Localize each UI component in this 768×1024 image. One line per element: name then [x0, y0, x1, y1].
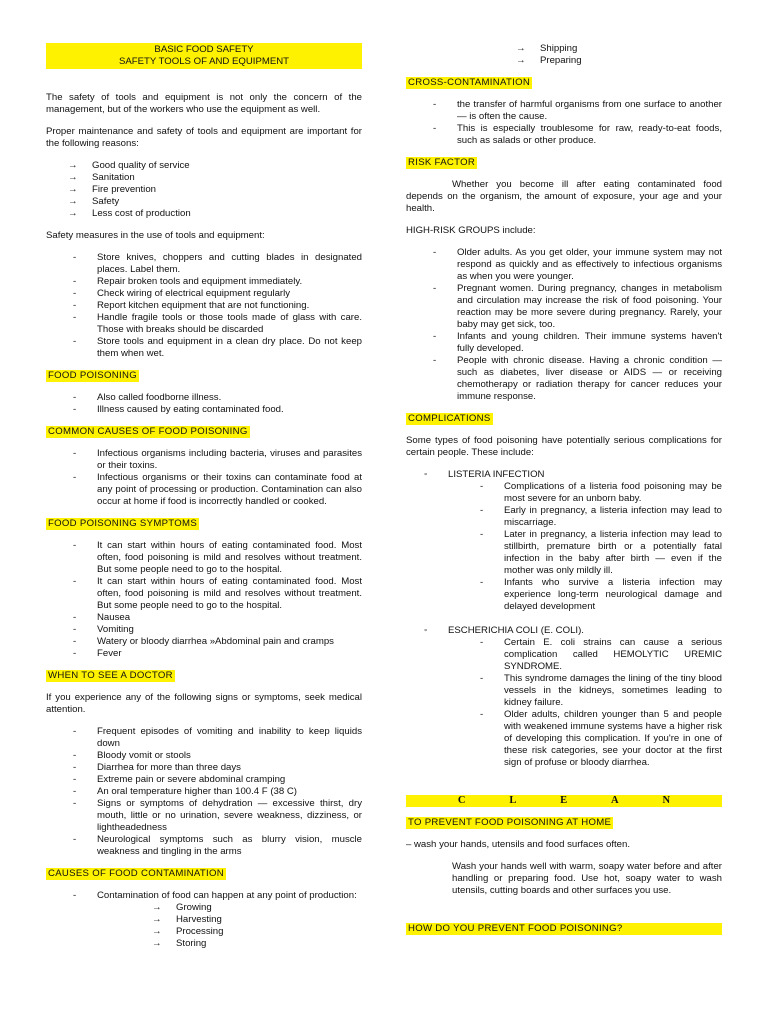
list-item: - Store knives, choppers and cutting blades in designated places. Label them.	[46, 252, 362, 276]
list-item: - Certain E. coli strains can cause a serious complication called HEMOLYTIC UREMIC SYNDROME.	[453, 637, 722, 673]
list-item: - Frequent episodes of vomiting and inability to keep liquids down	[46, 726, 362, 750]
list-item: - Infants and young children. Their immune systems haven't fully developed.	[406, 331, 722, 355]
list-item: → Sanitation	[46, 172, 362, 184]
list-item: - Repair broken tools and equipment immediately.	[46, 276, 362, 288]
list-item: - This is especially troublesome for raw, ready-to-eat foods, such as salads or other produce.	[406, 123, 722, 147]
list-item: - Handle fragile tools or those tools made of glass with care. Those with breaks should be discarded	[46, 312, 362, 336]
symptoms-heading: FOOD POISONING SYMPTOMS	[48, 518, 198, 529]
complications-intro: Some types of food poisoning have potentially serious complications for certain people. These include:	[406, 435, 722, 458]
list-item: - Check wiring of electrical equipment regularly	[46, 288, 362, 300]
complications-heading: COMPLICATIONS	[408, 413, 491, 424]
list-item: → Good quality of service	[46, 160, 362, 172]
list-item: - Bloody vomit or stools	[46, 750, 362, 762]
clean-letter: E	[560, 795, 568, 806]
cross-contamination-list	[406, 99, 722, 147]
list-item: - An oral temperature higher than 100.4 F (38 C)	[46, 786, 362, 798]
list-item: - the transfer of harmful organisms from one surface to another — is often the cause.	[406, 99, 722, 123]
ecoli-list	[406, 637, 722, 769]
list-item: → Growing	[130, 902, 362, 914]
production-stages-list	[46, 902, 362, 950]
list-item: - Nausea	[46, 612, 362, 624]
high-risk-groups-heading: HIGH-RISK GROUPS include:	[406, 225, 536, 236]
list-item: - Extreme pain or severe abdominal cramping	[46, 774, 362, 786]
list-item: → Safety	[46, 196, 362, 208]
list-item: - Older adults. As you get older, your immune system may not respond as quickly and as effectively to infectious organisms as when you were younger.	[406, 247, 722, 283]
list-item: → Processing	[130, 926, 362, 938]
list-item: - Store tools and equipment in a clean dry place. Do not keep them when wet.	[46, 336, 362, 360]
list-item: → Storing	[130, 938, 362, 950]
list-item: - Contamination of food can happen at any point of production:	[46, 890, 362, 902]
list-item: - Pregnant women. During pregnancy, changes in metabolism and circulation may increase the risk of food poisoning. Your reaction may be more severe during pregnancy. Rarely, your baby may get sick, too.	[406, 283, 722, 331]
food-poisoning-list	[46, 392, 362, 416]
list-item: → Shipping	[494, 43, 722, 55]
list-item: - It can start within hours of eating contaminated food. Most often, food poisoning is mild and resolves without treatment. But some people need to go to the hospital.	[46, 576, 362, 612]
list-item: - People with chronic disease. Having a chronic condition — such as diabetes, liver disease or AIDS — or receiving chemotherapy or radiation therapy for cancer reduces your immune response.	[406, 355, 722, 403]
clean-banner	[406, 795, 722, 807]
list-item: - Also called foodborne illness.	[46, 392, 362, 404]
list-item: - Later in pregnancy, a listeria infection may lead to stillbirth, premature birth or a potentially fatal infection in the baby after birth — even if the mother was only mildly ill.	[453, 529, 722, 577]
left-column	[46, 0, 362, 950]
list-item: - Infectious organisms including bacteria, viruses and parasites or their toxins.	[46, 448, 362, 472]
risk-factor-heading: RISK FACTOR	[408, 157, 476, 168]
production-stages-continued	[406, 43, 722, 67]
safety-measures-list	[46, 252, 362, 360]
risk-factor-text: Whether you become ill after eating contaminated food depends on the organism, the amount of exposure, your age and your health.	[406, 179, 722, 214]
list-item: - Older adults, children younger than 5 and people with weakened immune systems have a higher risk of developing this complication. If you're in one of these risk categories, see your doctor at the first sign of profuse or bloody diarrhea.	[453, 709, 722, 769]
list-item: - Infectious organisms or their toxins can contaminate food at any point of processing or production. Contamination can also occur at home if food is incorrectly handled or cooked.	[46, 472, 362, 508]
safety-measures-heading: Safety measures in the use of tools and equipment:	[46, 230, 265, 241]
prevent-heading: HOW DO YOU PREVENT FOOD POISONING?	[406, 923, 722, 935]
common-causes-list	[46, 448, 362, 508]
common-causes-heading: COMMON CAUSES OF FOOD POISONING	[48, 426, 248, 437]
see-doctor-heading: WHEN TO SEE A DOCTOR	[48, 670, 173, 681]
listeria-section	[406, 469, 722, 481]
list-item: - This syndrome damages the lining of the tiny blood vessels in the kidneys, sometimes leading to kidney failure.	[453, 673, 722, 709]
list-item: - Signs or symptoms of dehydration — excessive thirst, dry mouth, little or no urination, severe weakness, dizziness, or lightheadedness	[46, 798, 362, 834]
see-doctor-list	[46, 726, 362, 858]
ecoli-title: ◦ ESCHERICHIA COLI (E. COLI).	[406, 625, 722, 637]
listeria-title: ◦ LISTERIA INFECTION	[406, 469, 722, 481]
list-item: - Complications of a listeria food poisoning may be most severe for an unborn baby.	[453, 481, 722, 505]
clean-letter: C	[457, 795, 466, 806]
list-item: - It can start within hours of eating contaminated food. Most often, food poisoning is mild and resolves without treatment. But some people need to go to the hospital.	[46, 540, 362, 576]
intro-paragraph-1: The safety of tools and equipment is not only the concern of the management, but of the workers who use the equipment as well.	[46, 92, 362, 115]
list-item: - Neurological symptoms such as blurry vision, muscle weakness and tingling in the arms	[46, 834, 362, 858]
list-item: - Watery or bloody diarrhea »Abdominal pain and cramps	[46, 636, 362, 648]
cross-contamination-heading: CROSS-CONTAMINATION	[408, 77, 531, 88]
clean-letter: N	[662, 795, 671, 806]
title-box	[46, 43, 362, 69]
clean-letter: L	[509, 795, 517, 806]
intro-paragraph-2: Proper maintenance and safety of tools and equipment are important for the following reasons:	[46, 126, 362, 149]
list-item: → Harvesting	[130, 914, 362, 926]
ecoli-section	[406, 625, 722, 637]
title-line-1: BASIC FOOD SAFETY	[154, 44, 254, 55]
reasons-list	[46, 160, 362, 220]
see-doctor-intro: If you experience any of the following signs or symptoms, seek medical attention.	[46, 692, 362, 715]
clean-line: – wash your hands, utensils and food surfaces often.	[406, 839, 630, 850]
clean-letter: A	[611, 795, 619, 806]
list-item: - Illness caused by eating contaminated food.	[46, 404, 362, 416]
list-item: - Infants who survive a listeria infection may experience long-term neurological damage and delayed development	[453, 577, 722, 613]
clean-heading: TO PREVENT FOOD POISONING AT HOME	[408, 817, 612, 828]
list-item: - Fever	[46, 648, 362, 660]
contamination-list	[46, 890, 362, 902]
food-poisoning-heading: FOOD POISONING	[48, 370, 137, 381]
list-item: → Less cost of production	[46, 208, 362, 220]
title-line-2: SAFETY TOOLS OF AND EQUIPMENT	[118, 56, 290, 67]
list-item: - Early in pregnancy, a listeria infection may lead to miscarriage.	[453, 505, 722, 529]
list-item: → Preparing	[494, 55, 722, 67]
list-item: - Report kitchen equipment that are not functioning.	[46, 300, 362, 312]
right-column	[406, 0, 722, 935]
list-item: - Diarrhea for more than three days	[46, 762, 362, 774]
listeria-list	[406, 481, 722, 613]
high-risk-groups-list	[406, 247, 722, 403]
symptoms-list	[46, 540, 362, 660]
list-item: → Fire prevention	[46, 184, 362, 196]
clean-text: Wash your hands well with warm, soapy water before and after handling or preparing food. Use hot, soapy water to wash utensils, cutting boards and other surfaces you use.	[452, 861, 722, 896]
list-item: - Vomiting	[46, 624, 362, 636]
contamination-heading: CAUSES OF FOOD CONTAMINATION	[48, 868, 224, 879]
